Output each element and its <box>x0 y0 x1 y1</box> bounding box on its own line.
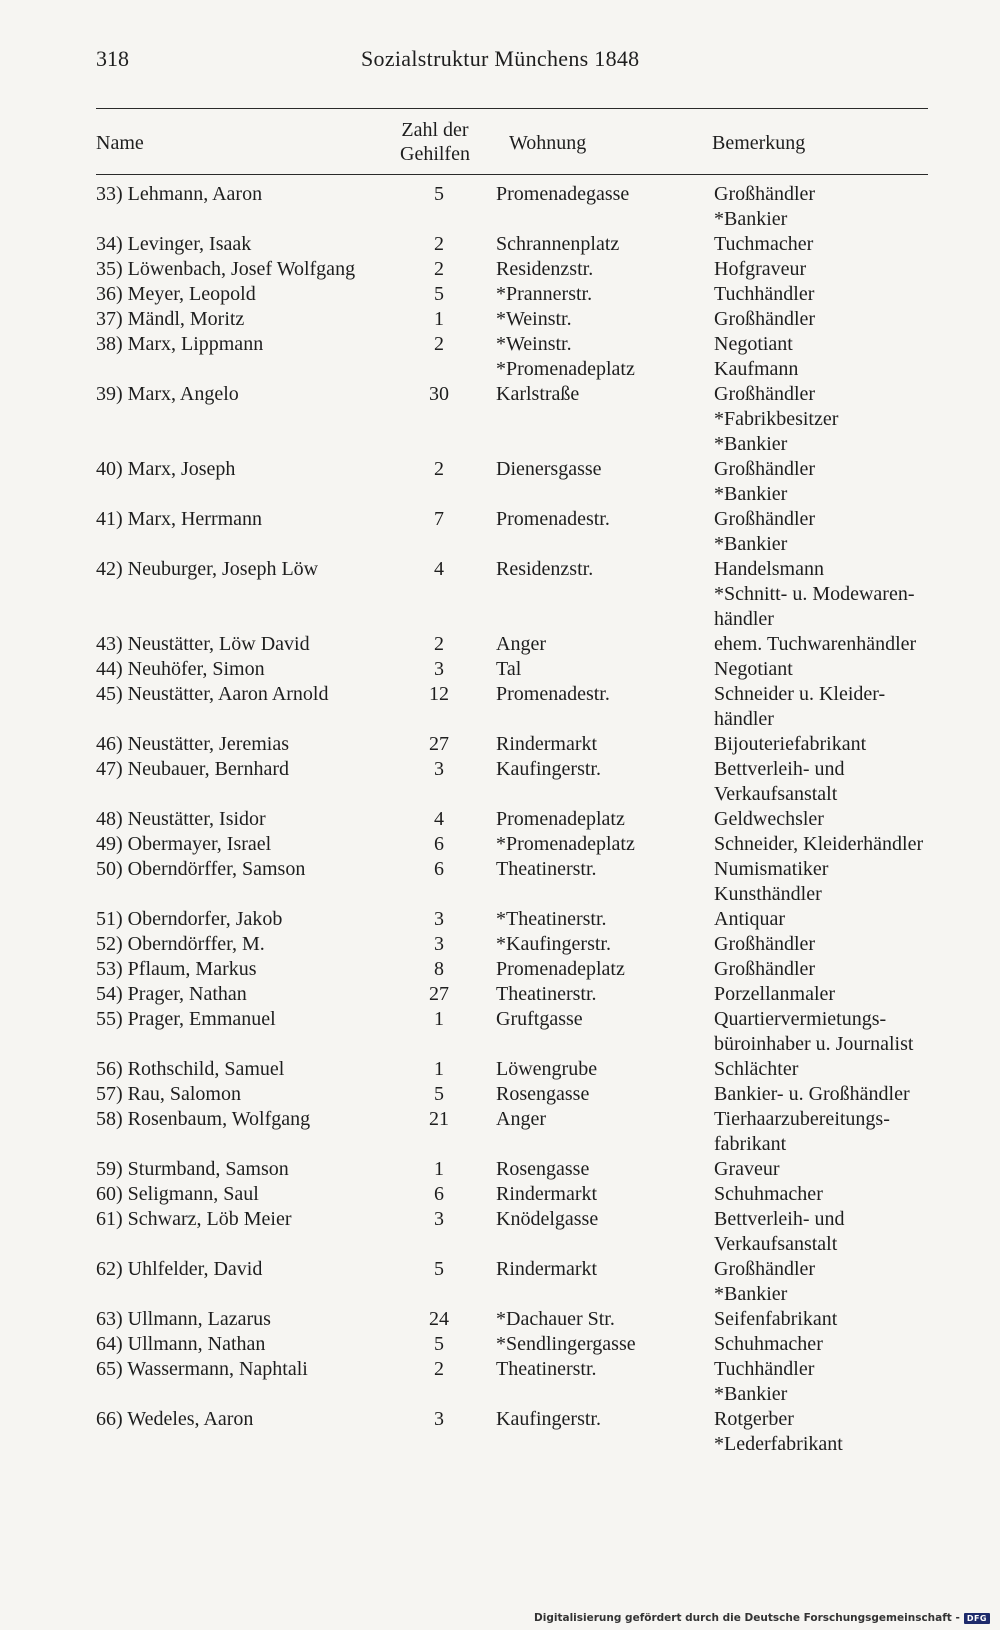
row-note <box>714 557 915 632</box>
row-assistant-count: 1 <box>434 1008 444 1030</box>
row-note <box>714 1357 814 1407</box>
address-line: Anger <box>496 1108 546 1130</box>
table-row <box>96 657 936 682</box>
column-header-count-line2: Gehilfen <box>400 143 470 165</box>
row-address <box>496 382 579 407</box>
column-header-count <box>394 118 476 166</box>
row-address <box>496 807 625 832</box>
table-row <box>96 382 936 457</box>
row-assistant-count: 21 <box>429 1108 449 1130</box>
row-assistant-count: 3 <box>434 933 444 955</box>
row-address <box>496 1357 597 1382</box>
row-assistant-count: 27 <box>429 733 449 755</box>
table-body <box>96 182 936 1457</box>
row-name: 59) Sturmband, Samson <box>96 1158 289 1180</box>
note-line: Kaufmann <box>714 358 799 380</box>
row-note <box>714 857 828 907</box>
table-row <box>96 907 936 932</box>
row-assistant-count: 6 <box>434 1183 444 1205</box>
address-line: Gruftgasse <box>496 1008 583 1030</box>
address-line: Karlstraße <box>496 383 580 405</box>
row-note <box>714 1107 890 1157</box>
row-note <box>714 682 885 732</box>
note-line: Großhändler <box>714 1258 816 1280</box>
address-line: *Sendlingergasse <box>496 1333 636 1355</box>
note-line: Quartiervermietungs- <box>714 1008 887 1030</box>
address-line: *Weinstr. <box>496 308 572 330</box>
row-name: 62) Uhlfelder, David <box>96 1258 263 1280</box>
row-address <box>496 1057 597 1082</box>
row-note <box>714 307 815 332</box>
running-title: Sozialstruktur Münchens 1848 <box>361 46 640 71</box>
table-row <box>96 457 936 507</box>
address-line: Promenadeplatz <box>496 958 625 980</box>
table-row <box>96 332 936 382</box>
note-line: Bijouteriefabrikant <box>714 733 867 755</box>
address-line: Promenadeplatz <box>496 808 625 830</box>
row-name: 53) Pflaum, Markus <box>96 958 257 980</box>
table-row <box>96 557 936 632</box>
note-line: Tuchmacher <box>714 233 814 255</box>
row-name: 45) Neustätter, Aaron Arnold <box>96 683 329 705</box>
note-line: Rotgerber <box>714 1408 794 1430</box>
note-line: händler <box>714 608 774 630</box>
note-line: Porzellanmaler <box>714 983 836 1005</box>
row-name: 35) Löwenbach, Josef Wolfgang <box>96 258 356 280</box>
row-address <box>496 232 619 257</box>
note-line: Geldwechsler <box>714 808 824 830</box>
row-note <box>714 1257 815 1307</box>
note-line: *Bankier <box>714 483 788 505</box>
note-line: *Bankier <box>714 1283 788 1305</box>
row-note <box>714 807 824 832</box>
row-note <box>714 182 815 232</box>
row-address <box>496 1007 583 1032</box>
note-line: Großhändler <box>714 383 816 405</box>
note-line: *Fabrikbesitzer <box>714 408 839 430</box>
row-note <box>714 982 835 1007</box>
row-address <box>496 257 593 282</box>
address-line: Knödelgasse <box>496 1208 599 1230</box>
row-note <box>714 282 814 307</box>
row-name: 65) Wassermann, Naphtali <box>96 1358 308 1380</box>
note-line: Antiquar <box>714 908 786 930</box>
row-assistant-count: 3 <box>434 1408 444 1430</box>
row-note <box>714 932 815 957</box>
address-line: Rindermarkt <box>496 1258 598 1280</box>
row-note <box>714 232 813 257</box>
footer-text: Digitalisierung gefördert durch die Deutsche Forschungsgemeinschaft - <box>534 1612 960 1624</box>
address-line: Theatinerstr. <box>496 1358 597 1380</box>
row-note <box>714 382 838 457</box>
row-assistant-count: 1 <box>434 1058 444 1080</box>
table-row <box>96 282 936 307</box>
note-line: Schlächter <box>714 1058 799 1080</box>
row-assistant-count: 7 <box>434 508 444 530</box>
row-name: 52) Oberndörffer, M. <box>96 933 265 955</box>
note-line: Tierhaarzubereitungs- <box>714 1108 890 1130</box>
table-row <box>96 232 936 257</box>
row-note <box>714 907 785 932</box>
note-line: Negotiant <box>714 333 793 355</box>
row-note <box>714 507 815 557</box>
address-line: *Promenadeplatz <box>496 833 635 855</box>
row-name: 46) Neustätter, Jeremias <box>96 733 290 755</box>
address-line: Kaufingerstr. <box>496 758 601 780</box>
column-header-address: Wohnung <box>509 132 587 154</box>
address-line: Dienersgasse <box>496 458 602 480</box>
row-note <box>714 832 923 857</box>
table-top-rule <box>96 108 928 109</box>
row-note <box>714 732 866 757</box>
note-line: Schuhmacher <box>714 1333 823 1355</box>
note-line: Schuhmacher <box>714 1183 823 1205</box>
row-address <box>496 182 629 207</box>
note-line: Großhändler <box>714 458 816 480</box>
row-name: 54) Prager, Nathan <box>96 983 247 1005</box>
note-line: Verkaufsanstalt <box>714 1233 838 1255</box>
row-assistant-count: 24 <box>429 1308 449 1330</box>
row-name: 33) Lehmann, Aaron <box>96 183 263 205</box>
address-line: Kaufingerstr. <box>496 1408 601 1430</box>
row-address <box>496 282 592 307</box>
row-address <box>496 1182 597 1207</box>
row-name: 48) Neustätter, Isidor <box>96 808 266 830</box>
row-address <box>496 932 611 957</box>
table-row <box>96 932 936 957</box>
note-line: Großhändler <box>714 183 816 205</box>
table-row <box>96 807 936 832</box>
address-line: Rosengasse <box>496 1158 590 1180</box>
row-address <box>496 1107 546 1132</box>
row-assistant-count: 2 <box>434 258 444 280</box>
note-line: Kunsthändler <box>714 883 822 905</box>
note-line: *Bankier <box>714 1383 788 1405</box>
address-line: Promenadestr. <box>496 508 610 530</box>
row-address <box>496 957 625 982</box>
row-note <box>714 1207 845 1257</box>
row-name: 39) Marx, Angelo <box>96 383 239 405</box>
row-name: 43) Neustätter, Löw David <box>96 633 310 655</box>
table-row <box>96 632 936 657</box>
table-row <box>96 1357 936 1407</box>
note-line: Großhändler <box>714 958 816 980</box>
row-assistant-count: 30 <box>429 383 449 405</box>
table-row <box>96 1007 936 1057</box>
column-header-name: Name <box>96 132 144 154</box>
row-name: 63) Ullmann, Lazarus <box>96 1308 271 1330</box>
row-address <box>496 982 597 1007</box>
table-row <box>96 1082 936 1107</box>
note-line: Handelsmann <box>714 558 824 580</box>
row-note <box>714 1007 913 1057</box>
row-name: 49) Obermayer, Israel <box>96 833 272 855</box>
row-name: 38) Marx, Lippmann <box>96 333 264 355</box>
row-name: 58) Rosenbaum, Wolfgang <box>96 1108 311 1130</box>
row-assistant-count: 3 <box>434 1208 444 1230</box>
row-name: 57) Rau, Salomon <box>96 1083 241 1105</box>
table-row <box>96 757 936 807</box>
address-line: *Theatinerstr. <box>496 908 607 930</box>
row-name: 37) Mändl, Moritz <box>96 308 245 330</box>
row-address <box>496 657 521 682</box>
row-assistant-count: 12 <box>429 683 449 705</box>
column-header-count-line1: Zahl der <box>401 119 469 141</box>
row-assistant-count: 8 <box>434 958 444 980</box>
table-row <box>96 1307 936 1332</box>
row-address <box>496 1407 601 1432</box>
row-note <box>714 1407 843 1457</box>
table-row <box>96 857 936 907</box>
address-line: Tal <box>496 658 522 680</box>
note-line: *Schnitt- u. Modewaren- <box>714 583 915 605</box>
note-line: Tuchhändler <box>714 1358 815 1380</box>
row-address <box>496 1307 615 1332</box>
note-line: Bettverleih- und <box>714 1208 845 1230</box>
row-address <box>496 907 607 932</box>
column-header-note: Bemerkung <box>712 132 806 154</box>
table-row <box>96 257 936 282</box>
row-assistant-count: 1 <box>434 308 444 330</box>
page-number: 318 <box>96 46 129 71</box>
row-address <box>496 1257 597 1282</box>
note-line: Schneider u. Kleider- <box>714 683 886 705</box>
row-note <box>714 1082 910 1107</box>
row-assistant-count: 3 <box>434 758 444 780</box>
page-header <box>96 46 928 80</box>
row-assistant-count: 27 <box>429 983 449 1005</box>
address-line: Anger <box>496 633 546 655</box>
note-line: Hofgraveur <box>714 258 807 280</box>
row-note <box>714 457 815 507</box>
row-assistant-count: 6 <box>434 858 444 880</box>
row-address <box>496 1332 636 1357</box>
note-line: Tuchhändler <box>714 283 815 305</box>
note-line: Schneider, Kleiderhändler <box>714 833 924 855</box>
row-name: 56) Rothschild, Samuel <box>96 1058 285 1080</box>
digitization-footer <box>534 1612 990 1624</box>
note-line: *Bankier <box>714 208 788 230</box>
row-name: 66) Wedeles, Aaron <box>96 1408 254 1430</box>
table-row <box>96 982 936 1007</box>
row-address <box>496 632 546 657</box>
row-address <box>496 557 593 582</box>
row-address <box>496 457 602 482</box>
note-line: Großhändler <box>714 933 816 955</box>
row-assistant-count: 2 <box>434 1358 444 1380</box>
note-line: Numismatiker <box>714 858 829 880</box>
table-row <box>96 507 936 557</box>
note-line: *Bankier <box>714 533 788 555</box>
table-row <box>96 1107 936 1157</box>
note-line: Negotiant <box>714 658 793 680</box>
row-address <box>496 1082 589 1107</box>
row-address <box>496 857 597 882</box>
address-line: Schrannenplatz <box>496 233 620 255</box>
row-note <box>714 257 806 282</box>
table-row <box>96 957 936 982</box>
address-line: Residenzstr. <box>496 558 594 580</box>
address-line: Theatinerstr. <box>496 858 597 880</box>
row-assistant-count: 5 <box>434 1333 444 1355</box>
row-assistant-count: 2 <box>434 233 444 255</box>
table-row <box>96 1182 936 1207</box>
row-assistant-count: 5 <box>434 1258 444 1280</box>
row-name: 61) Schwarz, Löb Meier <box>96 1208 292 1230</box>
address-line: *Promenadeplatz <box>496 358 635 380</box>
address-line: *Prannerstr. <box>496 283 593 305</box>
row-assistant-count: 6 <box>434 833 444 855</box>
row-note <box>714 957 815 982</box>
row-note <box>714 1157 780 1182</box>
note-line: Verkaufsanstalt <box>714 783 838 805</box>
note-line: Großhändler <box>714 508 816 530</box>
row-address <box>496 682 610 707</box>
address-line: Theatinerstr. <box>496 983 597 1005</box>
row-assistant-count: 3 <box>434 908 444 930</box>
note-line: händler <box>714 708 774 730</box>
row-note <box>714 1332 823 1357</box>
table-header-rule <box>96 174 928 175</box>
table-row <box>96 182 936 232</box>
row-name: 40) Marx, Joseph <box>96 458 236 480</box>
table-row <box>96 1407 936 1457</box>
row-assistant-count: 2 <box>434 333 444 355</box>
row-note <box>714 632 916 657</box>
row-assistant-count: 3 <box>434 658 444 680</box>
row-address <box>496 732 597 757</box>
row-assistant-count: 5 <box>434 283 444 305</box>
row-name: 55) Prager, Emmanuel <box>96 1008 276 1030</box>
table-row <box>96 307 936 332</box>
note-line: fabrikant <box>714 1133 787 1155</box>
row-assistant-count: 1 <box>434 1158 444 1180</box>
row-note <box>714 332 798 382</box>
row-assistant-count: 4 <box>434 558 444 580</box>
address-line: Rosengasse <box>496 1083 590 1105</box>
note-line: Bettverleih- und <box>714 758 845 780</box>
table-row <box>96 682 936 732</box>
row-name: 42) Neuburger, Joseph Löw <box>96 558 319 580</box>
row-note <box>714 657 793 682</box>
address-line: Residenzstr. <box>496 258 594 280</box>
address-line: *Weinstr. <box>496 333 572 355</box>
note-line: Großhändler <box>714 308 816 330</box>
row-address <box>496 1157 589 1182</box>
row-note <box>714 1057 798 1082</box>
address-line: Rindermarkt <box>496 1183 598 1205</box>
note-line: Seifenfabrikant <box>714 1308 838 1330</box>
row-note <box>714 1307 837 1332</box>
address-line: Rindermarkt <box>496 733 598 755</box>
row-address <box>496 307 572 332</box>
note-line: *Bankier <box>714 433 788 455</box>
row-address <box>496 757 601 782</box>
address-line: *Dachauer Str. <box>496 1308 615 1330</box>
row-address <box>496 332 635 382</box>
row-note <box>714 757 845 807</box>
row-name: 47) Neubauer, Bernhard <box>96 758 290 780</box>
row-name: 51) Oberndorfer, Jakob <box>96 908 283 930</box>
table-row <box>96 832 936 857</box>
row-name: 34) Levinger, Isaak <box>96 233 252 255</box>
row-assistant-count: 2 <box>434 633 444 655</box>
table-row <box>96 732 936 757</box>
row-assistant-count: 4 <box>434 808 444 830</box>
row-name: 50) Oberndörffer, Samson <box>96 858 306 880</box>
row-assistant-count: 5 <box>434 183 444 205</box>
table-row <box>96 1057 936 1082</box>
table-row <box>96 1157 936 1182</box>
row-name: 60) Seligmann, Saul <box>96 1183 259 1205</box>
note-line: Graveur <box>714 1158 780 1180</box>
address-line: *Kaufingerstr. <box>496 933 611 955</box>
row-assistant-count: 5 <box>434 1083 444 1105</box>
table-row <box>96 1257 936 1307</box>
row-name: 36) Meyer, Leopold <box>96 283 256 305</box>
row-assistant-count: 2 <box>434 458 444 480</box>
row-name: 44) Neuhöfer, Simon <box>96 658 265 680</box>
row-note <box>714 1182 823 1207</box>
note-line: Bankier- u. Großhändler <box>714 1083 910 1105</box>
note-line: büroinhaber u. Journalist <box>714 1033 914 1055</box>
note-line: *Lederfabrikant <box>714 1433 843 1455</box>
row-address <box>496 832 635 857</box>
dfg-logo: DFG <box>964 1613 990 1624</box>
table-row <box>96 1207 936 1257</box>
row-name: 41) Marx, Herrmann <box>96 508 263 530</box>
note-line: ehem. Tuchwarenhändler <box>714 633 917 655</box>
address-line: Löwengrube <box>496 1058 598 1080</box>
address-line: Promenadestr. <box>496 683 610 705</box>
row-address <box>496 507 610 532</box>
address-line: Promenadegasse <box>496 183 630 205</box>
row-name: 64) Ullmann, Nathan <box>96 1333 266 1355</box>
table-row <box>96 1332 936 1357</box>
row-address <box>496 1207 598 1232</box>
